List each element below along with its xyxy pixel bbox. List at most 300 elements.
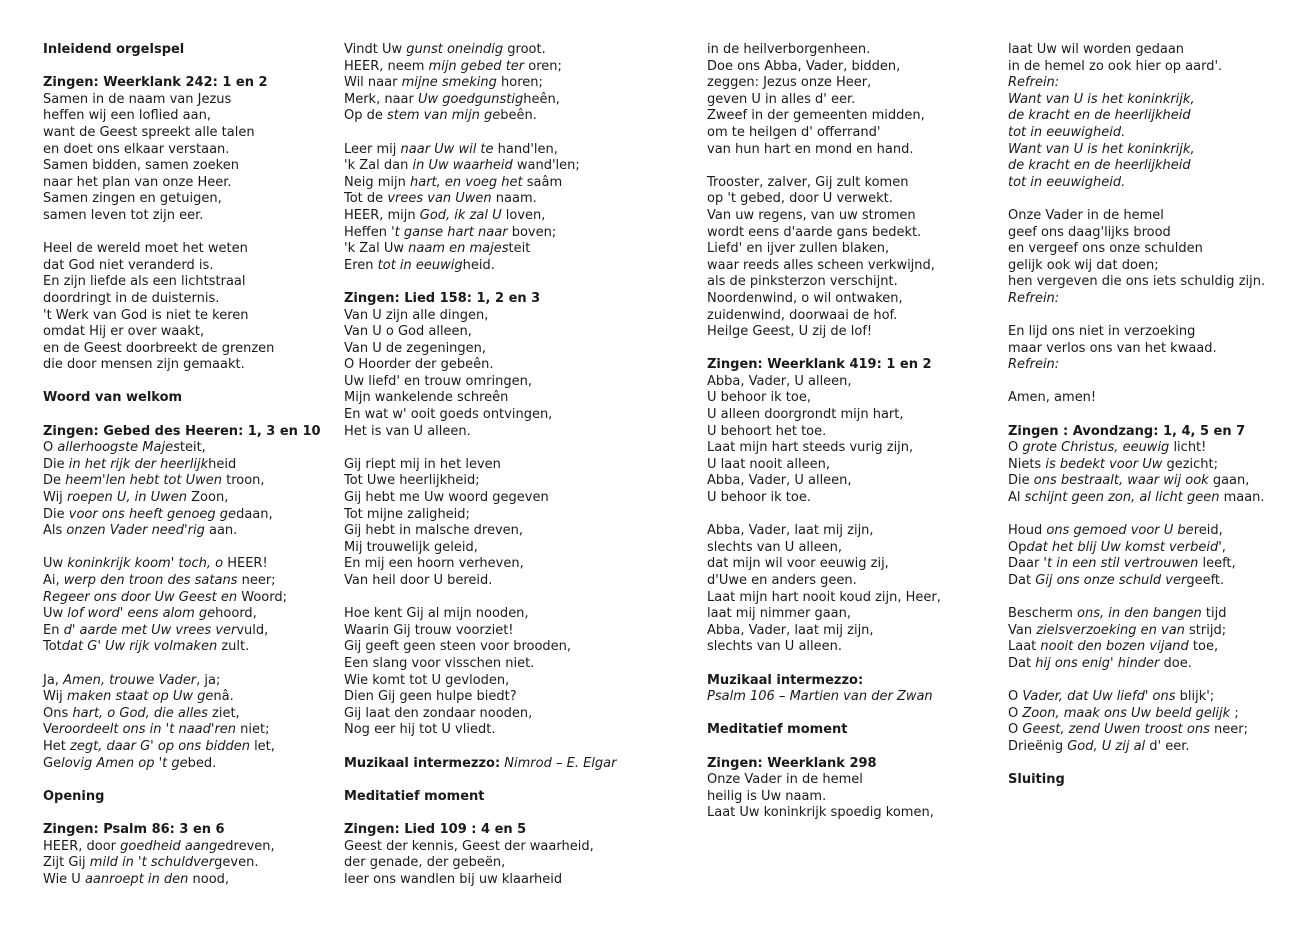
plain-text: Van U o God alleen, [344,324,472,340]
text-line [43,689,321,706]
plain-text: dat mijn wil voor eeuwig zij, [707,556,889,572]
section-heading [43,424,321,441]
stanza-gap [43,374,321,391]
plain-text: dat God niet veranderd is. [43,257,214,273]
italic-text: Regeer ons door Uw Geest en [43,589,238,605]
plain-text: ziet, [207,705,240,721]
plain-text: Het [43,738,71,754]
plain-text: Gij geeft geen steen voor brooden, [344,639,572,655]
italic-text: Amen, trouwe Vader [63,672,197,688]
stanza-gap [707,739,941,756]
plain-text: Ve [43,722,59,738]
stanza-gap [1008,374,1265,391]
stanza-gap [1008,673,1265,690]
heading-text: Inleidend orgelspel [43,42,185,57]
italic-text: in het rijk der heerlijk [68,456,209,472]
plain-text: En mij een hoorn verheven, [344,556,524,572]
italic-text: mijn gebed ter [428,58,525,74]
plain-text: heilig is Uw naam. [707,788,827,804]
plain-text: Abba, Vader, U alleen, [707,373,852,389]
plain-text: gezicht; [1162,456,1219,472]
text-line [707,490,941,507]
heading-text: Zingen: Weerklank 419: 1 en 2 [707,357,932,373]
italic-text: ons gemoed voor U be [1046,523,1194,539]
plain-text: Bescherm [1008,606,1077,622]
plain-text: saâm [522,174,563,190]
text-line [1008,341,1265,358]
plain-text: Onze Vader in de hemel [1008,207,1164,223]
text-line [707,440,941,457]
plain-text: bed. [187,755,217,771]
text-line [1008,523,1265,540]
plain-text: toe, [1188,639,1219,655]
text-line [344,158,617,175]
text-line [43,706,321,723]
plain-text: Uw [43,606,68,622]
section-heading [43,822,321,839]
text-line [707,623,941,640]
plain-text: licht! [1169,440,1207,456]
italic-text: Want van U is het koninkrijk, [1008,91,1195,107]
italic-text: onzen Vader need'rig [66,523,205,539]
plain-text: Houd [1008,523,1047,539]
text-line [707,407,941,424]
plain-text: heid. [462,257,495,273]
section-heading [707,722,941,739]
text-line [1008,125,1265,142]
text-line [43,357,321,374]
plain-text: Gij hebt me Uw woord gegeven [344,490,549,506]
section-heading [707,357,941,374]
text-line [707,191,941,208]
plain-text: Wie U [43,871,85,887]
text-line [43,125,321,142]
italic-text: aanroept in den [84,871,189,887]
plain-text: Van U de zegeningen, [344,340,487,356]
italic-text: Want van U is het koninkrijk, [1008,141,1195,157]
heading-text: Zingen: Psalm 86: 3 en 6 [43,821,225,837]
text-line [43,872,321,889]
plain-text: 'k Zal dan [344,158,413,174]
section-heading [344,789,617,806]
stanza-gap [344,590,617,607]
text-line [1008,208,1265,225]
plain-text: Laat [1008,639,1041,655]
text-line [43,590,321,607]
italic-text: vrees van Uwen [387,191,492,207]
plain-text: Eren [344,257,378,273]
text-line [707,772,941,789]
text-line [1008,357,1265,374]
plain-text: Samen zingen en getuigen, [43,191,222,207]
plain-text: Amen, amen! [1008,390,1097,406]
stanza-gap [707,158,941,175]
italic-text: goedheid aange [120,838,226,854]
plain-text: wand'len; [512,158,580,174]
plain-text: strijd; [1184,622,1227,638]
plain-text: Laat Uw koninkrijk spoedig komen, [707,805,934,821]
italic-text: in Uw waarheid [412,158,513,174]
plain-text: wordt eens d'aarde gans bedekt. [707,224,922,240]
italic-text: Zoon, maak ons Uw beeld gelijk [1022,705,1231,721]
italic-text: 't ganse hart naar [391,224,508,240]
plain-text: O [1008,440,1023,456]
plain-text: hand'len, [493,141,558,157]
text-line [344,42,617,59]
plain-text: O [1008,689,1023,705]
column-1 [43,42,321,888]
section-heading [43,390,321,407]
italic-text: Refrein: [1008,290,1060,306]
italic-text: heem'len hebt tot Uwen [65,473,222,489]
plain-text: die door mensen zijn gemaakt. [43,357,245,373]
plain-text: Dien Gij geen hulpe biedt? [344,689,517,705]
text-line [344,424,617,441]
plain-text: HEER! [223,556,268,572]
plain-text: als de pinksterzon verschijnt. [707,274,898,290]
column-3 [707,42,941,822]
text-line [43,556,321,573]
plain-text: gelijk ook wij dat doen; [1008,257,1159,273]
plain-text: Op de [344,108,387,124]
plain-text: Gij riept mij in het leven [344,456,501,472]
text-line [344,639,617,656]
plain-text: blijk'; [1175,689,1215,705]
plain-text: Wij [43,490,67,506]
text-line [1008,573,1265,590]
text-line [1008,291,1265,308]
text-line [707,324,941,341]
plain-text: oren; [524,58,562,74]
text-line [43,457,321,474]
text-line [1008,59,1265,76]
italic-text: allerhoogste Majes [57,440,180,456]
plain-text: Zweef in der gemeenten midden, [707,108,925,124]
plain-text: Dat [1008,573,1036,588]
text-line [707,175,941,192]
text-line [707,390,941,407]
plain-text: laat mij nimmer gaan, [707,606,852,622]
text-line [707,274,941,291]
italic-text: Refrein: [1008,357,1060,373]
plain-text: nâ. [213,689,234,705]
italic-text: grote Christus, eeuwig [1022,440,1170,456]
text-line [43,673,321,690]
text-line [43,507,321,524]
text-line [1008,490,1265,507]
italic-text: hij ons enig' hinder [1035,655,1160,671]
plain-text: Van heil door U bereid. [344,573,493,588]
text-line [1008,42,1265,59]
italic-text: 't in een stil vertrouwen [1043,556,1199,572]
heading-text: Meditatief moment [344,788,485,804]
plain-text: Daar [1008,556,1044,572]
plain-text: laat Uw wil worden gedaan [1008,42,1185,57]
plain-text: Tot [43,639,62,655]
plain-text: op 't gebed, door U verwekt. [707,191,893,207]
section-heading [344,756,617,773]
plain-text: Tot Uwe heerlijkheid; [344,473,480,489]
text-line [707,75,941,92]
plain-text: groot. [503,42,546,57]
italic-text: gunst oneindig [406,42,504,57]
heading-text: Muzikaal intermezzo: [707,672,864,688]
italic-text: God, U zij al [1067,738,1146,754]
text-line [707,42,941,59]
plain-text: Doe ons Abba, Vader, bidden, [707,58,901,74]
stanza-gap [43,805,321,822]
plain-text: Van uw regens, van uw stromen [707,207,916,223]
text-line [1008,274,1265,291]
stanza-gap [707,706,941,723]
plain-text: Vindt Uw [344,42,407,57]
stanza-gap [344,739,617,756]
plain-text: Mij trouwelijk geleid, [344,539,478,555]
plain-text: U behoor ik toe. [707,490,811,506]
plain-text: en doet ons elkaar verstaan. [43,141,230,157]
text-line [344,341,617,358]
plain-text: Samen in de naam van Jezus [43,91,232,107]
plain-text: Wij [43,689,67,705]
plain-text: Dat [1008,655,1036,671]
plain-text: , ja; [196,672,221,688]
text-line [344,390,617,407]
stanza-gap [707,507,941,524]
plain-text: zeggen: Jezus onze Heer, [707,75,872,91]
italic-text: naar Uw wil te [400,141,494,157]
text-line [707,805,941,822]
plain-text: nood, [188,871,230,887]
plain-text: U alleen doorgrondt mijn hart, [707,407,904,423]
italic-text: maken staat op Uw ge [66,689,214,705]
plain-text: leer ons wandlen bij uw klaarheid [344,871,563,887]
italic-text: tot in eeuwig [377,257,463,273]
italic-text: lof word' eens alom ge [67,606,216,622]
text-line [43,191,321,208]
text-line [344,258,617,275]
plain-text: Van U zijn alle dingen, [344,307,489,323]
text-line [707,59,941,76]
stanza-gap [43,407,321,424]
text-line [1008,606,1265,623]
text-line [344,191,617,208]
stanza-gap [344,274,617,291]
italic-text: Refrein: [1008,75,1060,91]
text-line [344,241,617,258]
plain-text: omdat Hij er over waakt, [43,324,205,340]
italic-text: koninkrijk koom' toch, o [67,556,224,572]
plain-text: doe. [1159,655,1192,671]
text-line [344,673,617,690]
text-line [707,689,941,706]
plain-text: neer; [1209,722,1248,738]
text-line [707,208,941,225]
plain-text: maar verlos ons van het kwaad. [1008,340,1217,356]
stanza-gap [43,656,321,673]
plain-text: Abba, Vader, laat mij zijn, [707,523,874,539]
plain-text: Heffen [344,224,392,240]
italic-text: d' aarde met Uw vrees ver [63,622,237,638]
plain-text: Wie komt tot U gevloden, [344,672,510,688]
plain-text: U behoort het toe. [707,423,827,439]
plain-text: Een slang voor visschen niet. [344,655,535,671]
plain-text: 't Werk van God is niet te keren [43,307,249,323]
plain-text: De [43,473,66,489]
stanza-gap [1008,756,1265,773]
plain-text: teit [508,241,531,257]
text-line [1008,540,1265,557]
section-heading [344,291,617,308]
plain-text: Tot de [344,191,388,207]
plain-text: Al [1008,490,1025,506]
italic-text: Psalm 106 – Martien van der Zwan [707,689,933,705]
text-line [344,59,617,76]
plain-text: maan. [1219,490,1265,506]
plain-text: van hun hart en mond en hand. [707,141,914,157]
section-heading [43,789,321,806]
text-line [344,75,617,92]
text-line [1008,556,1265,573]
plain-text: Tot mijne zaligheid; [344,506,470,522]
plain-text: heffen wij een loflied aan, [43,108,211,124]
text-line [43,473,321,490]
text-line [43,308,321,325]
text-line [1008,92,1265,109]
text-line [344,407,617,424]
plain-text: En wat w' ooit goeds ontvingen, [344,407,553,423]
plain-text: Die [43,506,69,522]
text-line [43,839,321,856]
text-line [43,158,321,175]
plain-text: d' eer. [1145,738,1190,754]
text-line [43,722,321,739]
plain-text: En [43,622,64,638]
italic-text: ons, in den bangen [1077,606,1202,622]
text-line [707,142,941,159]
text-line [1008,623,1265,640]
plain-text: Laat mijn hart nooit koud zijn, Heer, [707,589,941,605]
plain-text: U behoor ik toe, [707,390,811,406]
text-line [344,175,617,192]
text-line [1008,689,1265,706]
plain-text: Liefd' en ijver zullen blaken, [707,241,890,257]
text-line [707,457,941,474]
text-line [1008,457,1265,474]
text-line [43,324,321,341]
section-heading [1008,424,1265,441]
plain-text: En lijd ons niet in verzoeking [1008,324,1196,340]
stanza-gap [344,805,617,822]
stanza-gap [344,440,617,457]
text-line [707,258,941,275]
text-line [707,424,941,441]
plain-text: loven, [501,207,546,223]
plain-text: Die [1008,473,1034,489]
text-line [1008,175,1265,192]
plain-text: Abba, Vader, laat mij zijn, [707,622,874,638]
italic-text: voor ons heeft genoeg ge [68,506,237,522]
stanza-gap [1008,308,1265,325]
plain-text: Merk, naar [344,91,419,107]
italic-text: Uw goedgunstig [418,91,524,107]
text-line [1008,241,1265,258]
text-line [707,241,941,258]
text-line [707,789,941,806]
plain-text: Drieënig [1008,738,1068,754]
text-line [707,308,941,325]
text-line [707,573,941,590]
plain-text: O Hoorder der gebeên. [344,357,494,373]
plain-text: Heilge Geest, U zij de lof! [707,324,873,340]
plain-text: want de Geest spreekt alle talen [43,124,255,140]
text-line [344,872,617,889]
text-line [1008,706,1265,723]
plain-text: Laat mijn hart steeds vurig zijn, [707,440,914,456]
text-line [43,756,321,773]
plain-text: horen; [496,75,543,91]
text-line [707,92,941,109]
italic-text: tot in eeuwigheid. [1008,124,1126,140]
plain-text: Waarin Gij trouw voorziet! [344,622,514,638]
text-line [1008,158,1265,175]
text-line [1008,656,1265,673]
plain-text: waar reeds alles scheen verkwijnd, [707,257,935,273]
text-line [344,507,617,524]
heading-text: Zingen: Gebed des Heeren: 1, 3 en 10 [43,423,321,439]
plain-text: tijd [1201,606,1227,622]
plain-text: naar het plan van onze Heer. [43,174,232,190]
heading-text: Zingen: Lied 158: 1, 2 en 3 [344,290,541,306]
text-line [344,523,617,540]
italic-text: mild in 't schuldver [89,855,215,871]
heading-text: Sluiting [1008,772,1065,788]
italic-text: de kracht en de heerlijkheid [1008,108,1191,124]
plain-text: vuld, [236,622,269,638]
text-line [43,175,321,192]
plain-text: Uw liefd' en trouw omringen, [344,373,532,389]
plain-text: ; [1230,705,1239,721]
text-line [707,125,941,142]
plain-text: HEER, neem [344,58,429,74]
heading-text: Woord van welkom [43,390,183,406]
section-heading [43,42,321,59]
text-line [707,374,941,391]
plain-text: En zijn liefde als een lichtstraal [43,274,246,290]
plain-text: troon, [221,473,265,489]
text-line [707,590,941,607]
text-line [344,839,617,856]
text-line [707,540,941,557]
text-line [43,855,321,872]
heading-text: Zingen: Lied 109 : 4 en 5 [344,821,527,837]
text-line [43,523,321,540]
text-line [43,208,321,225]
stanza-gap [43,540,321,557]
text-line [707,556,941,573]
text-line [707,108,941,125]
plain-text: U laat nooit alleen, [707,456,830,472]
plain-text: geef ons daag'lijks brood [1008,224,1171,240]
plain-text: Die [43,456,69,472]
plain-text: O [1008,722,1023,738]
italic-text: hart, en voeg het [409,174,523,190]
plain-text: geven U in alles d' eer. [707,91,856,107]
plain-text: Leer mij [344,141,401,157]
plain-text: dreven, [225,838,275,854]
plain-text: in de hemel zo ook hier op aard'. [1008,58,1223,74]
italic-text: roepen U, in Uwen [66,490,188,506]
section-heading [43,75,321,92]
